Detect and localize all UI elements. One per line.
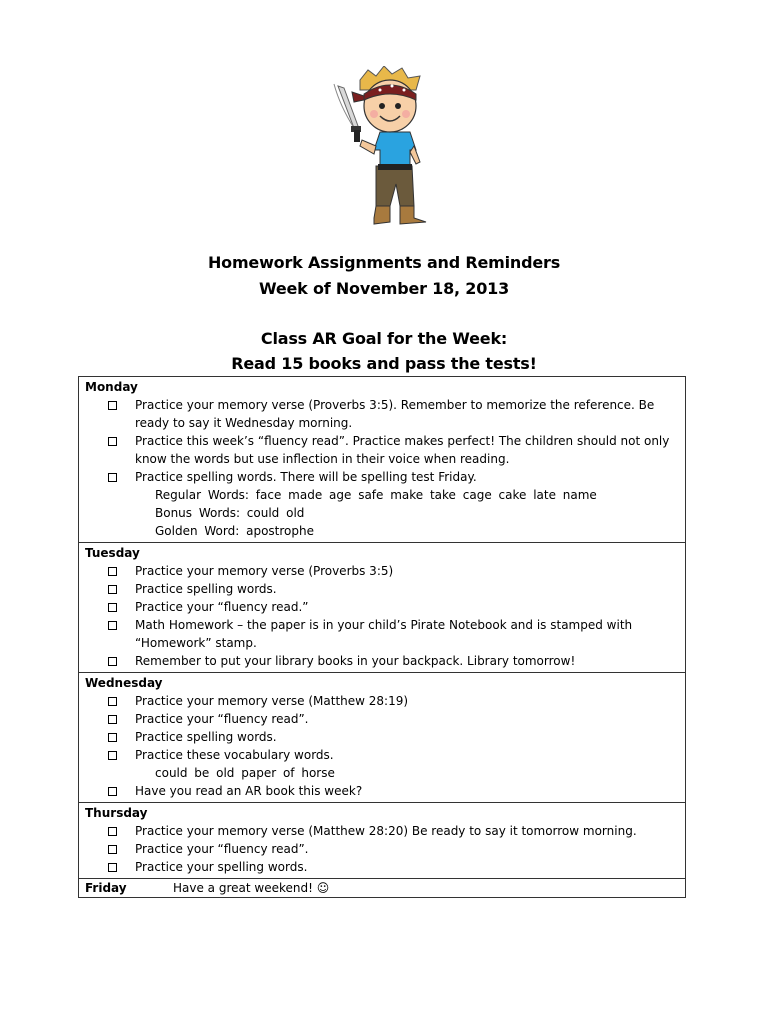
bonus-words: Bonus Words: could old: [155, 506, 305, 520]
task-item: [85, 616, 685, 652]
ar-goal-text: Read 15 books and pass the tests!: [231, 354, 537, 373]
task-item: [85, 598, 685, 616]
task-text: Practice your “fluency read”.: [135, 712, 309, 726]
wednesday-row: [79, 673, 686, 803]
checkbox-icon[interactable]: [108, 401, 117, 410]
task-text: Practice these vocabulary words.: [135, 748, 334, 762]
tuesday-cell: [79, 543, 686, 673]
task-text: Practice your memory verse (Proverbs 3:5): [135, 564, 394, 578]
task-item: [85, 840, 685, 858]
regular-words: Regular Words: face made age safe make take cage cake late name: [155, 488, 597, 502]
checkbox-icon[interactable]: [108, 715, 117, 724]
task-text: Remember to put your library books in your backpack. Library tomorrow!: [135, 654, 576, 668]
checkbox-icon[interactable]: [108, 437, 117, 446]
day-label-tuesday: Tuesday: [85, 546, 140, 560]
task-text: Practice spelling words.: [135, 730, 277, 744]
pirate-boy-illustration: [330, 66, 440, 234]
task-text: Practice your memory verse (Proverbs 3:5). Remember to memorize the reference. Be ready to say it Wednesday morning.: [135, 398, 655, 430]
task-text: Practice spelling words. There will be spelling test Friday.: [135, 470, 477, 484]
checkbox-icon[interactable]: [108, 657, 117, 666]
checkbox-icon[interactable]: [108, 567, 117, 576]
friday-note: Have a great weekend! ☺: [173, 881, 330, 895]
week-date: Week of November 18, 2013: [258, 279, 510, 298]
thursday-cell: [79, 803, 686, 879]
ar-goal-heading: Class AR Goal for the Week:: [260, 329, 508, 348]
day-label-wednesday: Wednesday: [85, 676, 163, 690]
task-item: [85, 652, 685, 670]
task-item: [85, 468, 685, 486]
task-item: [85, 728, 685, 746]
checkbox-icon[interactable]: [108, 603, 117, 612]
checkbox-icon[interactable]: [108, 845, 117, 854]
vocabulary-words: could be old paper of horse: [155, 766, 335, 780]
task-item: [85, 746, 685, 764]
task-item: [85, 580, 685, 598]
task-item: [85, 562, 685, 580]
task-text: Practice your “fluency read”.: [135, 842, 309, 856]
task-item: [85, 822, 685, 840]
task-text: Practice your “fluency read.”: [135, 600, 309, 614]
page-title: Homework Assignments and Reminders: [207, 253, 561, 272]
day-label-thursday: Thursday: [85, 806, 148, 820]
task-item: [85, 710, 685, 728]
task-item: [85, 396, 685, 432]
golden-word: Golden Word: apostrophe: [155, 524, 314, 538]
homework-table: [78, 376, 686, 898]
task-item: [85, 782, 685, 800]
checkbox-icon[interactable]: [108, 787, 117, 796]
task-text: Math Homework – the paper is in your child’s Pirate Notebook and is stamped with “Homework” stamp.: [135, 618, 633, 650]
task-text: Practice spelling words.: [135, 582, 277, 596]
checkbox-icon[interactable]: [108, 751, 117, 760]
task-text: Practice this week’s “fluency read”. Practice makes perfect! The children should not only know the words but use inflection in their voice when reading.: [135, 434, 670, 466]
task-text: Have you read an AR book this week?: [135, 784, 363, 798]
day-label-monday: Monday: [85, 380, 138, 394]
wednesday-cell: [79, 673, 686, 803]
checkbox-icon[interactable]: [108, 827, 117, 836]
day-label-friday: Friday: [85, 881, 127, 895]
monday-cell: [79, 377, 686, 543]
checkbox-icon[interactable]: [108, 863, 117, 872]
task-item: [85, 692, 685, 710]
checkbox-icon[interactable]: [108, 733, 117, 742]
checkbox-icon[interactable]: [108, 473, 117, 482]
friday-cell: [79, 879, 686, 898]
task-text: Practice your memory verse (Matthew 28:19): [135, 694, 409, 708]
friday-row: [79, 879, 686, 898]
task-item: [85, 858, 685, 876]
checkbox-icon[interactable]: [108, 621, 117, 630]
checkbox-icon[interactable]: [108, 697, 117, 706]
tuesday-row: [79, 543, 686, 673]
monday-row: [79, 377, 686, 543]
thursday-row: [79, 803, 686, 879]
task-item: [85, 432, 685, 468]
checkbox-icon[interactable]: [108, 585, 117, 594]
task-text: Practice your spelling words.: [135, 860, 308, 874]
task-text: Practice your memory verse (Matthew 28:20) Be ready to say it tomorrow morning.: [135, 824, 637, 838]
